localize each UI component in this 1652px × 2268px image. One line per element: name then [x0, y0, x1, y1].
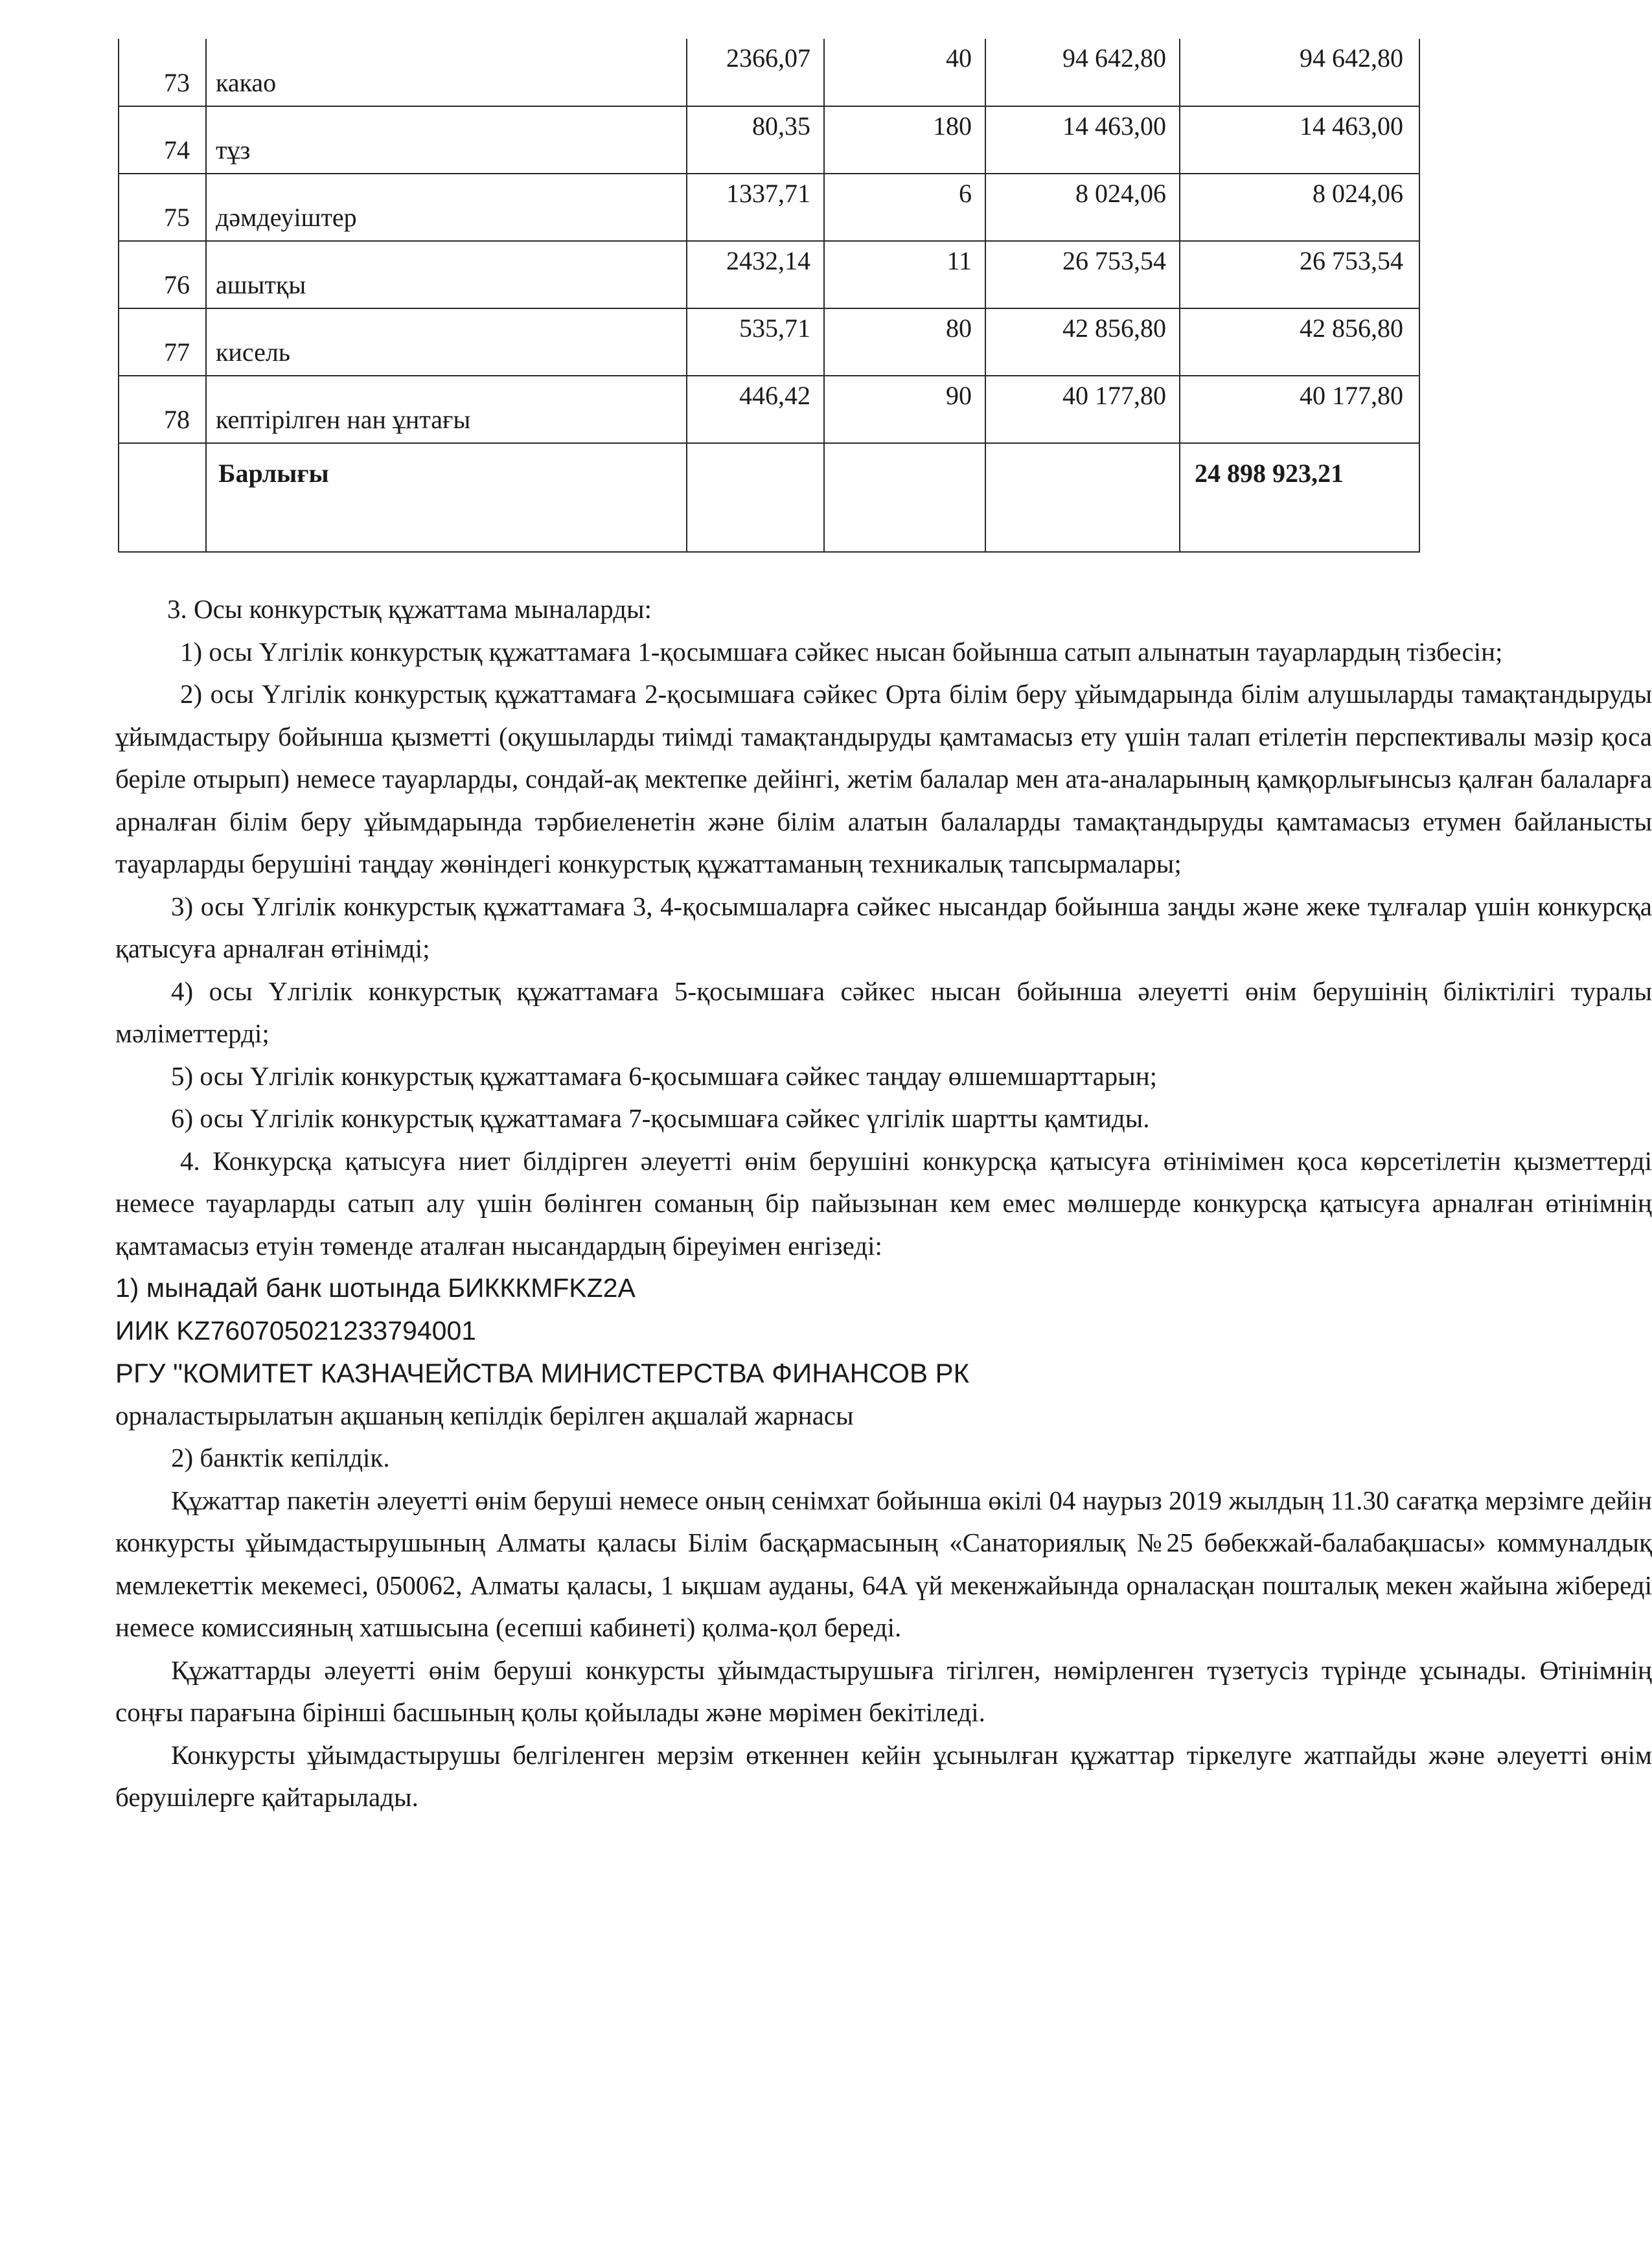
bank-guarantee-line: 2) банктік кепілдік.: [171, 1443, 390, 1472]
section-4-paragraph: 4. Конкурсқа қатысуға ниет білдірген әлеуетті өнім берушіні конкурсқа қатысуға өтінімімен қоса көрсетілетін қызметтерді немесе тауарларды сатып алу үшін бөлінген соманың бір пайызынан кем емес мөлшерде конкурсқа қатысуға арналған өтінімнің қамтамасыз етуін төменде аталған нысандардың біреуімен енгізеді:: [115, 1145, 1652, 1261]
quantity: 80: [824, 308, 985, 376]
unit-price: 2432,14: [687, 241, 824, 308]
total-amount: 26 753,54: [1180, 241, 1419, 308]
documents-paragraph: Құжаттарды әлеуетті өнім беруші конкурсты ұйымдастырушыға тігілген, нөмірленген түзетусіз түрінде ұсынады. Өтінімнің соңғы парағына бірінші басшының қолы қойылады және мөрімен бекітіледі.: [115, 1655, 1652, 1727]
table-row: [119, 174, 1419, 241]
list-item-2: 2) осы Үлгілік конкурстық құжаттамаға 2-қосымшаға сәйкес Орта білім беру ұйымдарында білім алушыларды тамақтандыруды ұйымдастыру бойынша қызметті (оқушыларды тиімді тамақтандыруды қамтамасыз ету үшін талап етілетін перспективалы мәзір қоса беріле отырып) немесе тауарларды, сондай-ақ мектепке дейінгі, жетім балалар мен ата-аналарының қамқорлығынсыз қалған балаларға арналған білім беру ұйымдарында тәрбиеленетін және білім алатын балаларды тамақтандыруды қамтамасыз етумен байланысты тауарларды берушіні таңдау жөніндегі конкурстық құжаттаманың техникалық тапсырмалары;: [115, 679, 1652, 878]
table-row: [119, 241, 1419, 308]
table-row: [119, 376, 1419, 443]
amount: 94 642,80: [985, 39, 1180, 106]
item-name: тұз: [206, 106, 687, 174]
amount: 40 177,80: [985, 376, 1180, 443]
item-name: кептірілген нан ұнтағы: [206, 376, 687, 443]
total-empty-cell: [824, 443, 985, 552]
list-item-1: 1) осы Үлгілік конкурстық құжаттамаға 1-қосымшаға сәйкес нысан бойынша сатып алынатын тауарлардың тізбесін;: [180, 636, 1503, 667]
row-number: 77: [119, 308, 206, 376]
total-label: Барлығы: [206, 443, 687, 552]
unit-price: 1337,71: [687, 174, 824, 241]
total-amount: 14 463,00: [1180, 106, 1419, 174]
total-row: [119, 443, 1419, 552]
unit-price: 2366,07: [687, 39, 824, 106]
table-row: [119, 39, 1419, 106]
deposit-line: орналастырылатын ақшаның кепілдік берілген ақшалай жарнасы: [115, 1400, 854, 1430]
item-name: какао: [206, 39, 687, 106]
document-body: [115, 588, 1652, 1819]
table-row: [119, 308, 1419, 376]
amount: 42 856,80: [985, 308, 1180, 376]
row-number: 78: [119, 376, 206, 443]
bank-account-line: 1) мынадай банк шотында БИКККМFKZ2A: [115, 1273, 636, 1303]
quantity: 40: [824, 39, 985, 106]
row-number: 74: [119, 106, 206, 174]
iik-line: ИИК KZ760705021233794001: [115, 1315, 477, 1346]
list-item-6: 6) осы Үлгілік конкурстық құжаттамаға 7-қосымшаға сәйкес үлгілік шартты қамтиды.: [171, 1103, 1150, 1133]
deadline-paragraph: Конкурсты ұйымдастырушы белгіленген мерзім өткеннен кейін ұсынылған құжаттар тіркелуге жатпайды және әлеуетті өнім берушілерге қайтарылады.: [115, 1739, 1652, 1812]
total-amount: 94 642,80: [1180, 39, 1419, 106]
quantity: 180: [824, 106, 985, 174]
submission-paragraph: Құжаттар пакетін әлеуетті өнім беруші немесе оның сенімхат бойынша өкілі 04 наурыз 2019 жылдың 11.30 сағатқа мерзімге дейін конкурсты ұйымдастырушының Алматы қаласы Білім басқармасының «Санаториялық №25 бөбекжай-балабақшасы» коммуналдық мемлекеттік мекемесі, 050062, Алматы қаласы, 1 ықшам ауданы, 64А үй мекенжайында орналасқан пошталық мекен жайына жібереді немесе комиссияның хатшысына (есепші кабинеті) қолма-қол береді.: [115, 1485, 1652, 1642]
goods-table: [118, 39, 1420, 553]
quantity: 11: [824, 241, 985, 308]
row-number: 75: [119, 174, 206, 241]
item-name: ашытқы: [206, 241, 687, 308]
quantity: 90: [824, 376, 985, 443]
total-row-number: [119, 443, 206, 552]
total-empty-cell: [985, 443, 1180, 552]
item-name: кисель: [206, 308, 687, 376]
row-number: 73: [119, 39, 206, 106]
amount: 14 463,00: [985, 106, 1180, 174]
section-3-heading: 3. Осы конкурстық құжаттама мыналарды:: [167, 594, 652, 624]
list-item-5: 5) осы Үлгілік конкурстық құжаттамаға 6-қосымшаға сәйкес таңдау өлшемшарттарын;: [171, 1060, 1158, 1091]
amount: 26 753,54: [985, 241, 1180, 308]
total-empty-cell: [687, 443, 824, 552]
list-item-3: 3) осы Үлгілік конкурстық құжаттамаға 3, 4-қосымшаларға сәйкес нысандар бойынша заңды және жеке тұлғалар үшін конкурсқа қатысуға арналған өтінімді;: [115, 891, 1652, 963]
total-amount: 40 177,80: [1180, 376, 1419, 443]
item-name: дәмдеуіштер: [206, 174, 687, 241]
total-amount: 8 024,06: [1180, 174, 1419, 241]
recipient-line: РГУ "КОМИТЕТ КАЗНАЧЕЙСТВА МИНИСТЕРСТВА ФИНАНСОВ РК: [115, 1358, 970, 1388]
unit-price: 80,35: [687, 106, 824, 174]
table-row: [119, 106, 1419, 174]
total-amount: 42 856,80: [1180, 308, 1419, 376]
quantity: 6: [824, 174, 985, 241]
row-number: 76: [119, 241, 206, 308]
unit-price: 535,71: [687, 308, 824, 376]
grand-total: 24 898 923,21: [1180, 443, 1419, 552]
unit-price: 446,42: [687, 376, 824, 443]
list-item-4: 4) осы Үлгілік конкурстық құжаттамаға 5-қосымшаға сәйкес нысан бойынша әлеуетті өнім берушінің біліктілігі туралы мәліметтерді;: [115, 976, 1652, 1048]
amount: 8 024,06: [985, 174, 1180, 241]
